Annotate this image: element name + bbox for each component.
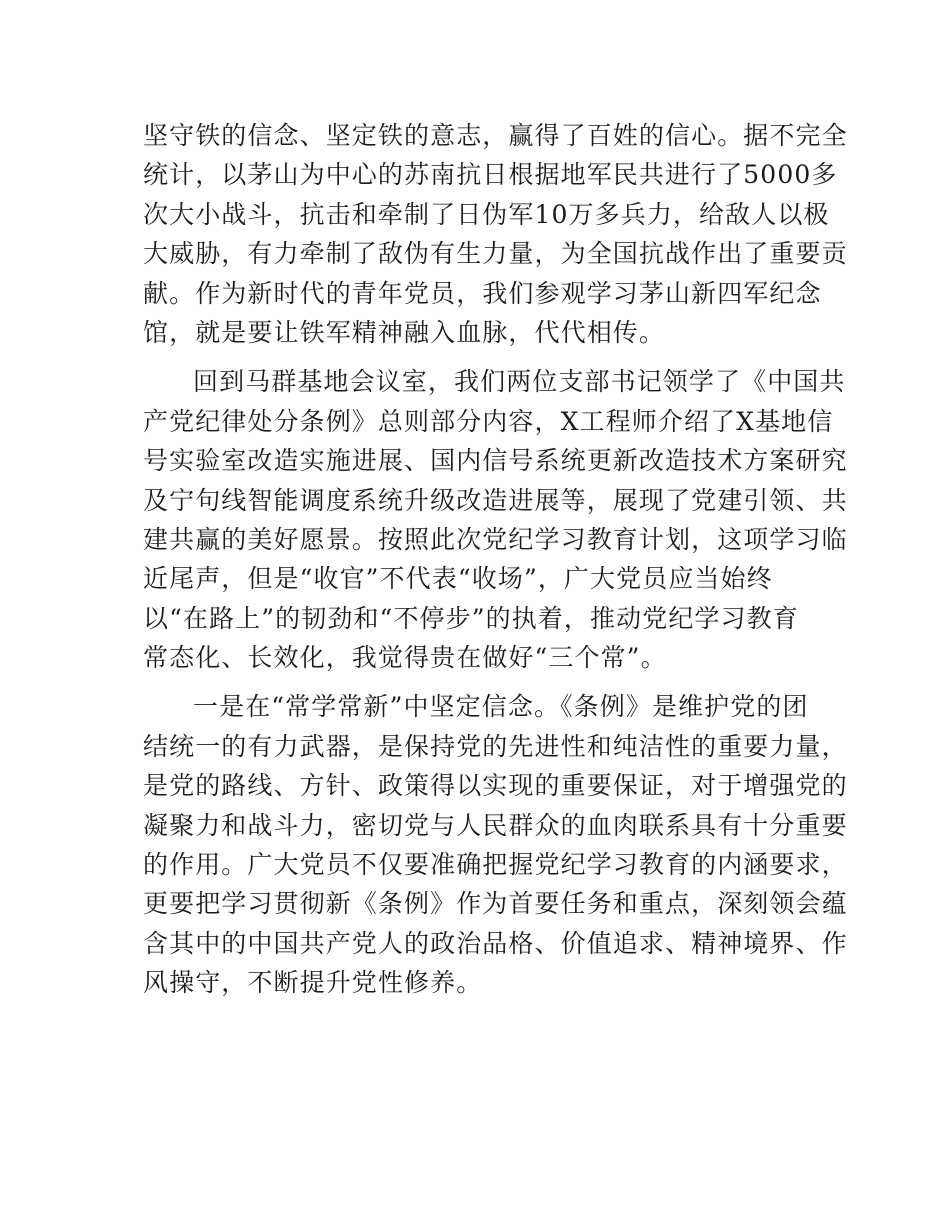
paragraph-line: 号实验室改造实施进展、国内信号系统更新改造技术方案研究 [143, 446, 848, 476]
paragraph-line: 馆，就是要让铁军精神融入血脉，代代相传。 [143, 317, 666, 347]
paragraph-line: 产党纪律处分条例》总则部分内容，X工程师介绍了X基地信 [143, 406, 834, 436]
paragraph-line: 大威胁，有力牵制了敌伪有生力量，为全国抗战作出了重要贡 [143, 239, 848, 269]
paragraph-line: 次大小战斗，抗击和牵制了日伪军10万多兵力，给敌人以极 [143, 199, 830, 229]
paragraph-line: 凝聚力和战斗力，密切党与人民群众的血肉联系具有十分重要 [143, 810, 848, 840]
paragraph-line: 的作用。广大党员不仅要准确把握党纪学习教育的内涵要求， [143, 850, 848, 880]
paragraph-line: 常态化、长效化，我觉得贵在做好“三个常”。 [143, 643, 667, 673]
paragraph-line: 以“在路上”的韧劲和“不停步”的执着，推动党纪学习教育 [143, 603, 799, 633]
paragraph-line: 统计，以茅山为中心的苏南抗日根据地军民共进行了5000多 [143, 160, 838, 190]
paragraph-line: 一是在“常学常新”中坚定信念。《条例》是维护党的团 [193, 692, 809, 722]
paragraph-1 [143, 116, 848, 352]
paragraph-line: 建共赢的美好愿景。按照此次党纪学习教育计划，这项学习临 [143, 524, 848, 554]
paragraph-line: 坚守铁的信念、坚定铁的意志，赢得了百姓的信心。据不完全 [143, 121, 848, 150]
paragraph-line: 献。作为新时代的青年党员，我们参观学习茅山新四军纪念 [143, 278, 822, 308]
paragraph-2 [143, 362, 848, 677]
paragraph-line: 结统一的有力武器，是保持党的先进性和纯洁性的重要力量， [143, 731, 848, 761]
paragraph-line: 含其中的中国共产党人的政治品格、价值追求、精神境界、作 [143, 928, 848, 958]
paragraph-line: 更要把学习贯彻新《条例》作为首要任务和重点，深刻领会蕴 [143, 889, 848, 919]
paragraph-line: 近尾声，但是“收官”不代表“收场”，广大党员应当始终 [143, 564, 773, 594]
paragraph-line: 风操守，不断提升党性修养。 [143, 968, 483, 998]
paragraph-line: 是党的路线、方针、政策得以实现的重要保证，对于增强党的 [143, 771, 848, 801]
paragraph-3 [143, 687, 848, 1002]
document-body [143, 116, 848, 1013]
paragraph-line: 及宁句线智能调度系统升级改造进展等，展现了党建引领、共 [143, 485, 848, 515]
paragraph-line: 回到马群基地会议室，我们两位支部书记领学了《中国共 [193, 367, 846, 397]
